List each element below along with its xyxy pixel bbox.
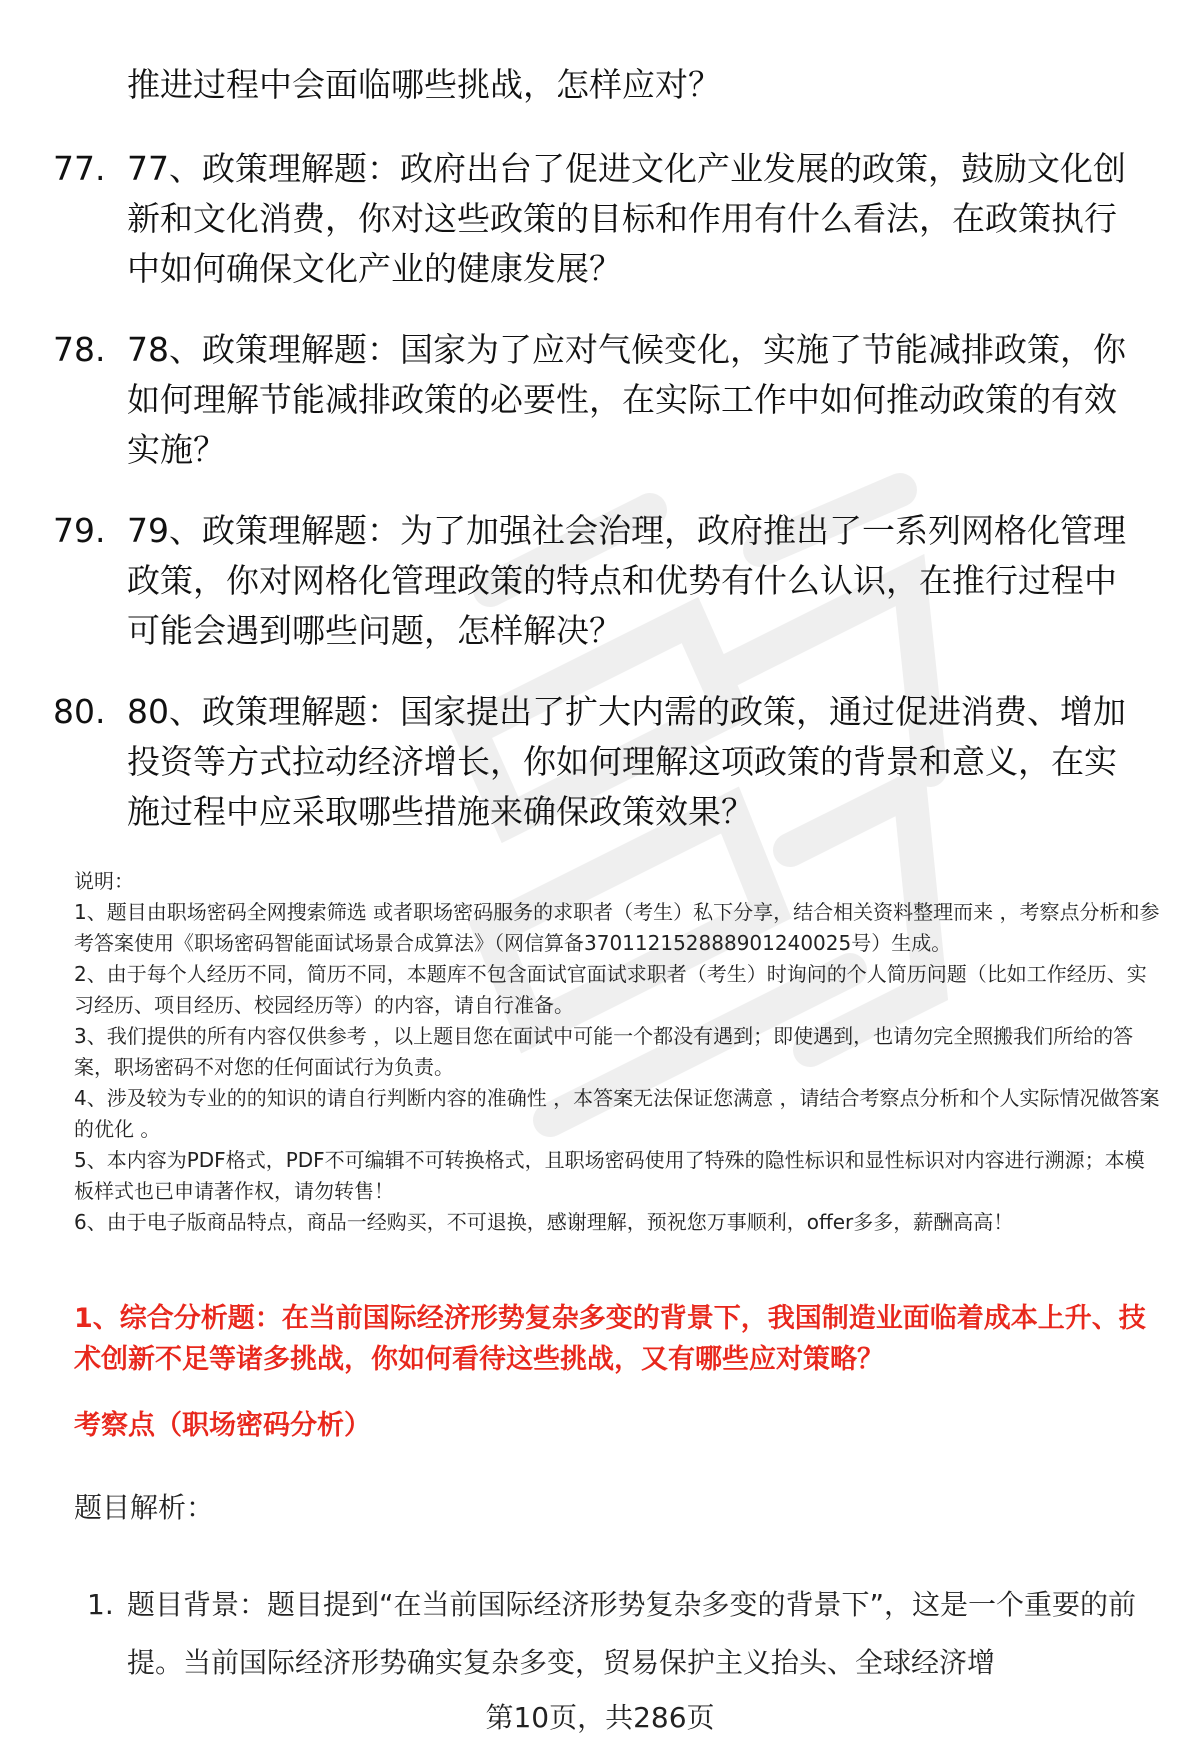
list-item xyxy=(0,325,1137,475)
list-item xyxy=(0,144,1137,294)
note-item: 1、题目由职场密码全网搜索筛选 或者职场密码服务的求职者（考生）私下分享，结合相关资料整理而来 ，考察点分析和参考答案使用《职场密码智能面试场景合成算法》（网信算备370112152888901240025号）生成。 xyxy=(74,900,1160,955)
question-text: 78、政策理解题：国家为了应对气候变化，实施了节能减排政策，你如何理解节能减排政策的必要性，在实际工作中如何推动政策的有效实施？ xyxy=(127,330,1126,469)
question-continuation: 推进过程中会面临哪些挑战，怎样应对？ xyxy=(127,65,721,104)
main-question: 1、综合分析题：在当前国际经济形势复杂多变的背景下，我国制造业面临着成本上升、技术创新不足等诸多挑战，你如何看待这些挑战，又有哪些应对策略？ xyxy=(74,1303,1146,1375)
question-text: 77、政策理解题：政府出台了促进文化产业发展的政策，鼓励文化创新和文化消费，你对这些政策的目标和作用有什么看法，在政策执行中如何确保文化产业的健康发展？ xyxy=(127,149,1126,288)
page-footer: 第10页，共286页 xyxy=(485,1701,715,1734)
note-item: 4、涉及较为专业的的知识的请自行判断内容的准确性 ，本答案无法保证您满意 ，请结合考察点分析和个人实际情况做答案的优化 。 xyxy=(74,1086,1160,1141)
section-heading: 考察点（职场密码分析） xyxy=(74,1410,371,1441)
list-number: 80. xyxy=(53,692,106,731)
note-item: 3、我们提供的所有内容仅供参考 ，以上题目您在面试中可能一个都没有遇到；即使遇到，也请勿完全照搬我们所给的答案，职场密码不对您的任何面试行为负责。 xyxy=(74,1024,1134,1079)
list-number: 78. xyxy=(53,330,106,369)
notes-block xyxy=(74,866,1164,1238)
question-list xyxy=(0,144,1200,868)
question-text: 79、政策理解题：为了加强社会治理，政府推出了一系列网格化管理政策，你对网格化管理政策的特点和优势有什么认识，在推行过程中可能会遇到哪些问题，怎样解决？ xyxy=(127,511,1126,650)
list-item xyxy=(0,687,1137,837)
analysis-text: 题目背景：题目提到“在当前国际经济形势复杂多变的背景下”，这是一个重要的前提。当前国际经济形势确实复杂多变，贸易保护主义抬头、全球经济增 xyxy=(127,1588,1137,1679)
question-text: 80、政策理解题：国家提出了扩大内需的政策，通过促进消费、增加投资等方式拉动经济增长，你如何理解这项政策的背景和意义，在实施过程中应采取哪些措施来确保政策效果？ xyxy=(127,692,1126,831)
list-item xyxy=(0,506,1137,656)
sub-heading: 题目解析： xyxy=(74,1491,215,1524)
list-number: 77. xyxy=(53,149,106,188)
note-item: 5、本内容为PDF格式，PDF不可编辑不可转换格式，且职场密码使用了特殊的隐性标识和显性标识对内容进行溯源；本模板样式也已申请著作权，请勿转售！ xyxy=(74,1148,1145,1203)
notes-title: 说明： xyxy=(74,869,134,893)
list-number: 1. xyxy=(87,1588,114,1621)
analysis-item xyxy=(87,1576,1147,1692)
note-item: 6、由于电子版商品特点，商品一经购买，不可退换，感谢理解，预祝您万事顺利，offer多多，薪酬高高！ xyxy=(74,1210,1014,1234)
list-number: 79. xyxy=(53,511,106,550)
note-item: 2、由于每个人经历不同，简历不同，本题库不包含面试官面试求职者（考生）时询问的个人简历问题（比如工作经历、实习经历、项目经历、校园经历等）的内容，请自行准备。 xyxy=(74,962,1147,1017)
